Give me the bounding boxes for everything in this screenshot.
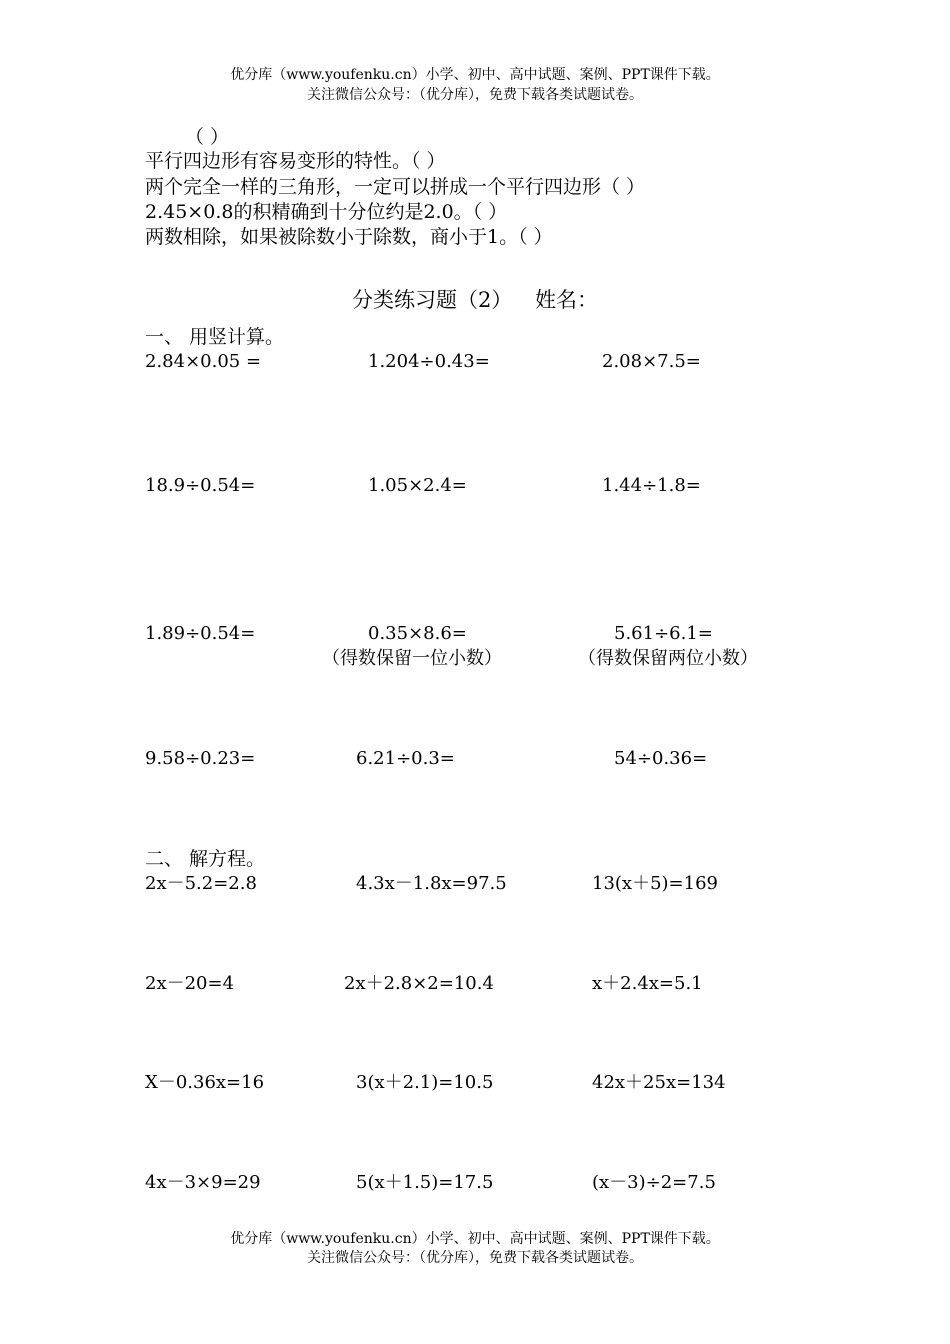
question-item: 两数相除，如果被除数小于除数，商小于1。（ ） (145, 226, 553, 248)
name-label: 姓名： (535, 288, 599, 312)
header-line-1: 优分库（www.youfenku.cn）小学、初中、高中试题、案例、PPT课件下载。 (230, 67, 720, 83)
question-item: 两个完全一样的三角形，一定可以拼成一个平行四边形（ ） (145, 176, 646, 198)
calc-problem: 5.61÷6.1= (614, 623, 713, 644)
calc-problem: 9.58÷0.23= (145, 748, 256, 769)
calc-problem: 6.21÷0.3= (356, 748, 455, 769)
question-item: 2.45×0.8的积精确到十分位约是2.0。（ ） (145, 201, 508, 223)
section-heading: 二、 解方程。 (145, 848, 266, 870)
equation: 2x＋2.8×2=10.4 (344, 973, 494, 994)
equation: (x－3)÷2=7.5 (592, 1172, 716, 1193)
calc-problem: 1.44÷1.8= (602, 475, 701, 496)
equation: 2x－20=4 (145, 973, 235, 994)
calc-problem: 1.89÷0.54= (145, 623, 256, 644)
equation: 2x－5.2=2.8 (145, 873, 257, 894)
equation: 4.3x－1.8x=97.5 (356, 873, 507, 894)
rounding-note: （得数保留两位小数） (578, 648, 758, 669)
equation: 4x－3×9=29 (145, 1172, 261, 1193)
calc-problem: 1.05×2.4= (368, 475, 467, 496)
section-heading: 一、 用竖计算。 (145, 326, 285, 348)
header-line-2: 关注微信公众号：（优分库），免费下载各类试题试卷。 (307, 87, 643, 103)
question-item: 平行四边形有容易变形的特性。（ ） (145, 150, 446, 172)
equation: X－0.36x=16 (145, 1072, 265, 1093)
worksheet-title-row (0, 286, 950, 314)
calc-problem: 1.204÷0.43= (368, 351, 490, 372)
worksheet-title: 分类练习题（2） (351, 288, 513, 312)
rounding-note: （得数保留一位小数） (322, 648, 502, 669)
calc-problem: 2.08×7.5= (602, 351, 701, 372)
equation: 13(x＋5)=169 (592, 873, 718, 894)
footer-line-1: 优分库（www.youfenku.cn）小学、初中、高中试题、案例、PPT课件下载。 (230, 1231, 720, 1247)
equation: 5(x＋1.5)=17.5 (356, 1172, 494, 1193)
equation: x＋2.4x=5.1 (592, 973, 703, 994)
calc-problem: 0.35×8.6= (368, 623, 467, 644)
footer-line-2: 关注微信公众号：（优分库），免费下载各类试题试卷。 (307, 1250, 643, 1266)
calc-problem: 54÷0.36= (614, 748, 708, 769)
calc-problem: 2.84×0.05 = (145, 351, 262, 372)
equation: 42x＋25x=134 (592, 1072, 726, 1093)
calc-problem: 18.9÷0.54= (145, 475, 256, 496)
equation: 3(x＋2.1)=10.5 (356, 1072, 494, 1093)
question-blank: （ ） (185, 126, 230, 148)
